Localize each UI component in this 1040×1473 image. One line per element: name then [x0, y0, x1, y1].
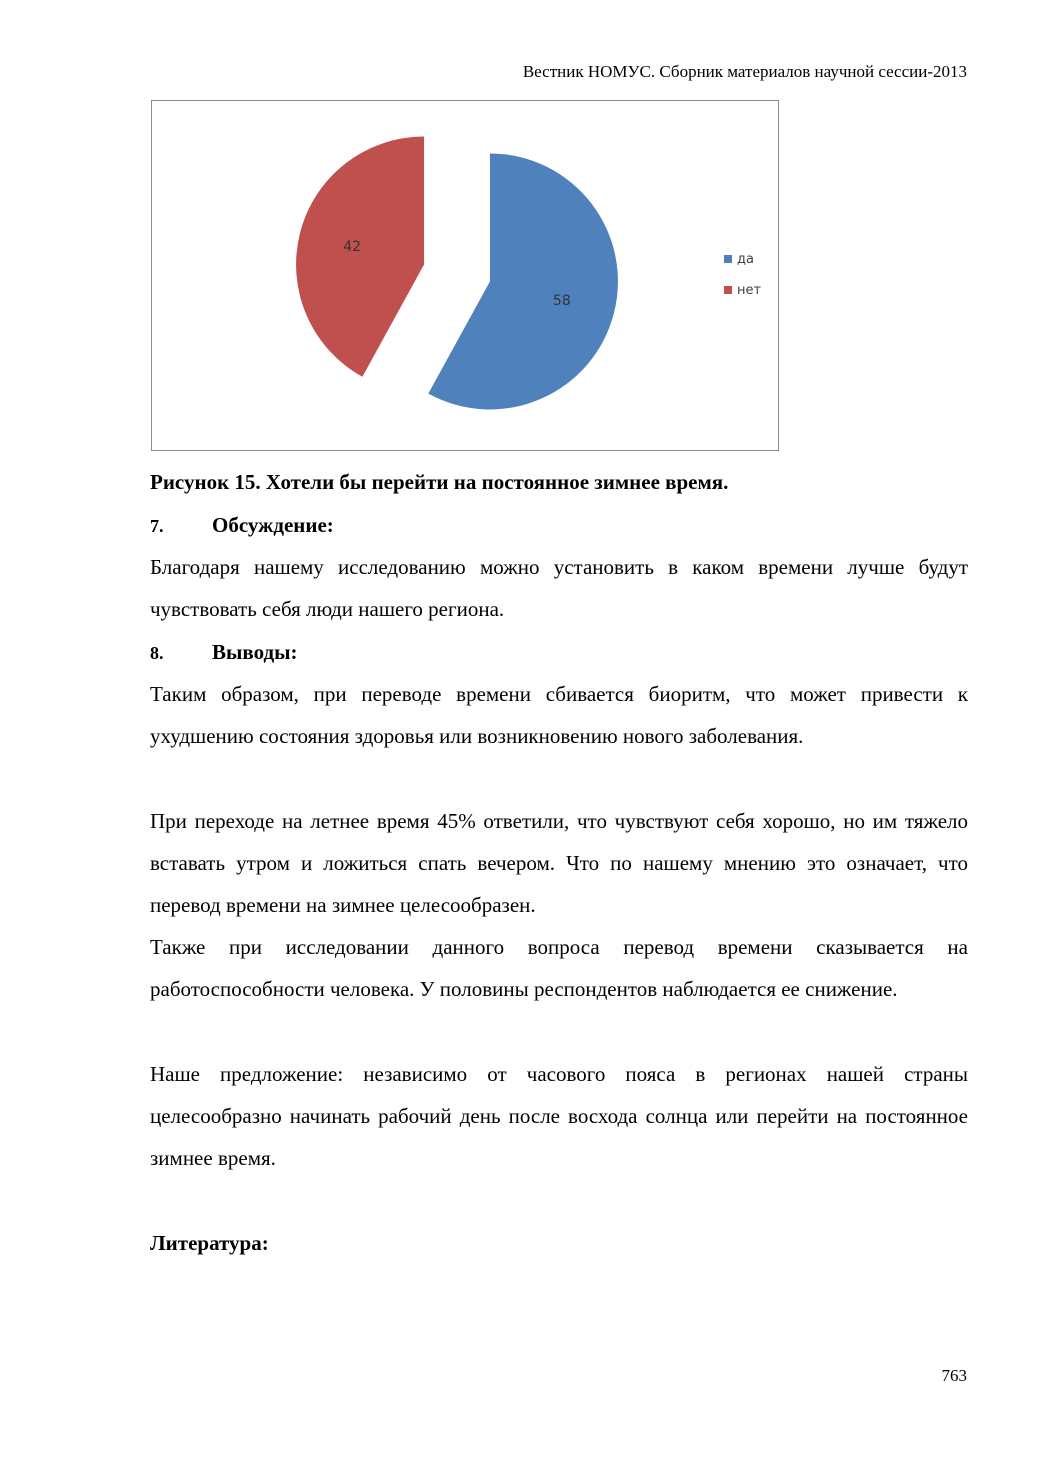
- data-label-da: 58: [552, 292, 571, 309]
- pie-chart: [151, 100, 779, 451]
- conclusion-paragraph-2: При переходе на летнее время 45% ответили, что чувствуют себя хорошо, но им тяжело вставать утром и ложиться спать вечером. Что по нашему мнению это означает, что перевод времени на зимнее целесообразен.: [150, 809, 968, 918]
- page-number: 763: [941, 1366, 967, 1385]
- pie-slice-da: [428, 153, 618, 409]
- section-number: 8.: [150, 643, 164, 663]
- conclusion-paragraph-1: Таким образом, при переводе времени сбивается биоритм, что может привести к ухудшению состояния здоровья или возникновению нового заболевания.: [150, 682, 968, 749]
- legend-swatch-net: [724, 286, 732, 294]
- chart-legend: [724, 251, 761, 313]
- running-header: Вестник НОМУС. Сборник материалов научной сессии-2013: [522, 62, 967, 81]
- section-heading-discussion: [150, 511, 968, 540]
- legend-label-da: да: [737, 251, 754, 267]
- data-label-net: 42: [343, 239, 362, 256]
- legend-item-net: [724, 282, 761, 298]
- figure-caption: Рисунок 15. Хотели бы перейти на постоянное зимнее время.: [150, 470, 729, 494]
- legend-item-da: [724, 251, 761, 267]
- section-heading-conclusions: [150, 638, 968, 667]
- section-title: Обсуждение:: [212, 513, 334, 537]
- pie-slice-net: [296, 137, 424, 377]
- section-title: Выводы:: [212, 640, 298, 664]
- discussion-paragraph: Благодаря нашему исследованию можно установить в каком времени лучше будут чувствовать себя люди нашего региона.: [150, 555, 968, 622]
- legend-label-net: нет: [737, 282, 762, 298]
- section-number: 7.: [150, 516, 164, 536]
- legend-swatch-da: [724, 255, 732, 263]
- pie-chart-canvas: [152, 101, 780, 452]
- conclusion-paragraph-4: Наше предложение: независимо от часового пояса в регионах нашей страны целесообразно начинать рабочий день после восхода солнца или перейти на постоянное зимнее время.: [150, 1062, 968, 1171]
- conclusion-paragraph-3: Также при исследовании данного вопроса перевод времени сказывается на работоспособности человека. У половины респондентов наблюдается ее снижение.: [150, 935, 968, 1002]
- literature-heading: Литература:: [150, 1231, 269, 1255]
